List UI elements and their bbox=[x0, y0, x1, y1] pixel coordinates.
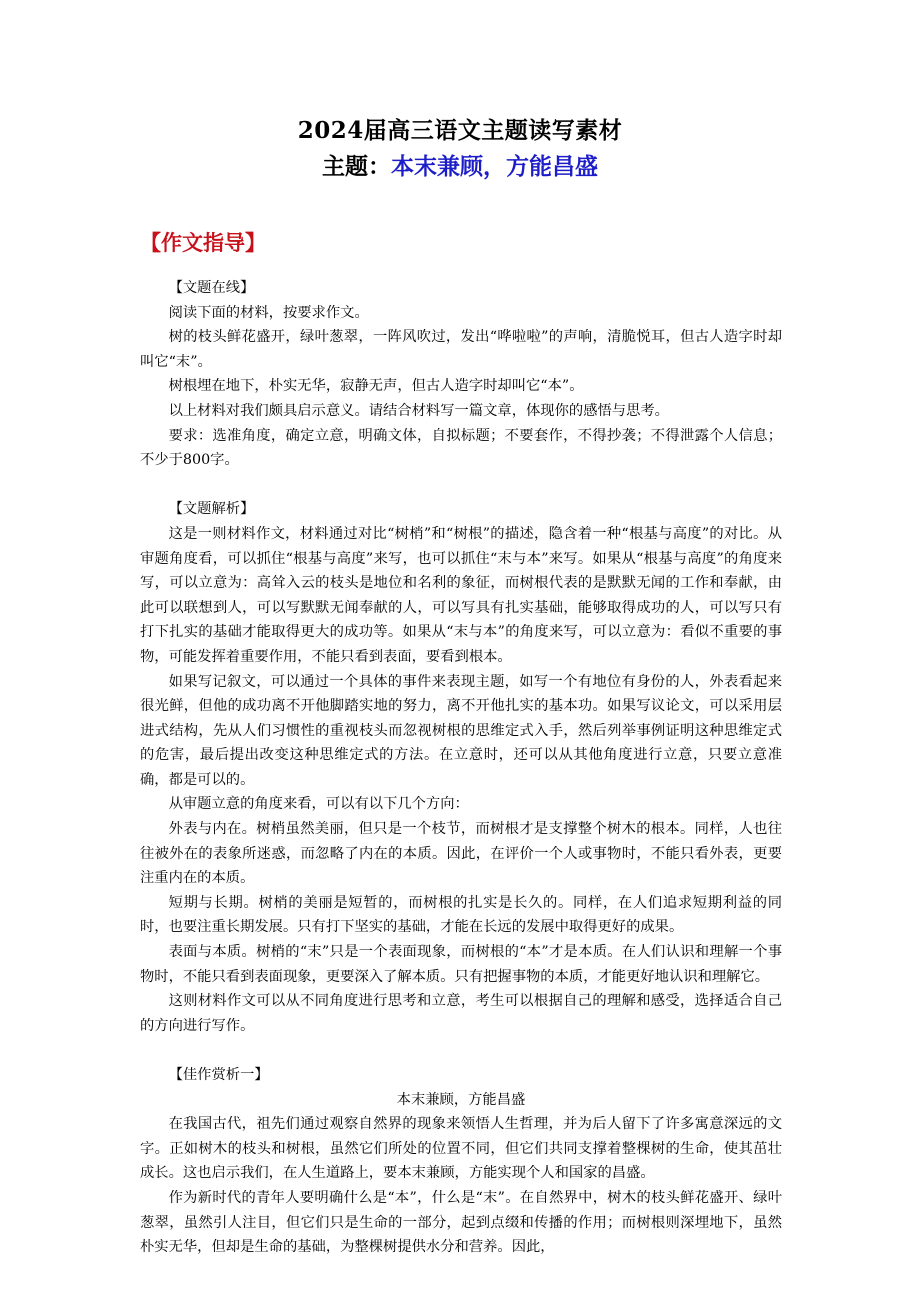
document-body bbox=[140, 276, 782, 1260]
prompt-heading: 【文题在线】 bbox=[168, 280, 255, 296]
analysis-paragraph: 外表与内在。树梢虽然美丽，但只是一个枝节，而树根才是支撑整个树木的根本。同样，人也往往被外在的表象所迷惑，而忽略了内在的本质。因此，在评价一个人或事物时，不能只看外表，更要注重内在的本质。 bbox=[140, 821, 782, 887]
analysis-paragraph: 如果写记叙文，可以通过一个具体的事件来表现主题，如写一个有地位有身份的人，外表看起来很光鲜，但他的成功离不开他脚踏实地的努力，离不开他扎实的基本功。如果写议论文，可以采用层进式结构，先从人们习惯性的重视枝头而忽视树根的思维定式入手，然后列举事例证明这种思维定式的危害，最后提出改变这种思维定式的方法。在立意时，还可以从其他角度进行立意，只要立意准确，都是可以的。 bbox=[140, 673, 782, 788]
analysis-paragraph: 从审题立意的角度来看，可以有以下几个方向： bbox=[168, 796, 469, 813]
document-title: 2024届高三语文主题读写素材 bbox=[297, 117, 623, 144]
essay-paragraph: 在我国古代，祖先们通过观察自然界的现象来领悟人生哲理，并为后人留下了许多寓意深远的文字。正如树木的枝头和树根，虽然它们所处的位置不同，但它们共同支撑着整棵树的生命，使其茁壮成长。这也启示我们，在人生道路上，要本末兼顾，方能实现个人和国家的昌盛。 bbox=[140, 1116, 782, 1182]
analysis-paragraph: 短期与长期。树梢的美丽是短暂的，而树根的扎实是长久的。同样，在人们追求短期利益的同时，也要注重长期发展。只有打下坚实的基础，才能在长远的发展中取得更好的成果。 bbox=[140, 894, 782, 936]
analysis-heading: 【文题解析】 bbox=[168, 501, 255, 518]
prompt-paragraph: 树的枝头鲜花盛开，绿叶葱翠，一阵风吹过，发出“哗啦啦”的声响，清脆悦耳，但古人造字时却叫它“末”。 bbox=[140, 329, 782, 370]
spacer bbox=[140, 473, 782, 498]
prompt-paragraph: 以上材料对我们颇具启示意义。请结合材料写一篇文章，体现你的感悟与思考。 bbox=[168, 402, 669, 419]
analysis-paragraph: 表面与本质。树梢的“末”只是一个表面现象，而树根的“本”才是本质。在人们认识和理解一个事物时，不能只看到表面现象，更要深入了解本质。只有把握事物的本质，才能更好地认识和理解它。 bbox=[140, 944, 782, 985]
analysis-paragraph: 这是一则材料作文，材料通过对比“树梢”和“树根”的描述，隐含着一种“根基与高度”的对比。从审题角度看，可以抓住“根基与高度”来写，也可以抓住“末与本”来写。如果从“根基与高度”的角度来写，可以立意为：高耸入云的枝头是地位和名利的象征，而树根代表的是默默无闻的工作和奉献，由此可以联想到人，可以写默默无闻奉献的人，可以写具有扎实基础，能够取得成功的人，可以写只有打下扎实的基础才能取得更大的成功等。如果从“末与本”的角度来写，可以立意为：看似不重要的事物，可能发挥着重要作用，不能只看到表面，要看到根本。 bbox=[140, 525, 782, 665]
section-heading-guide: 【作文指导】 bbox=[140, 230, 266, 255]
essay-title: 本末兼顾，方能昌盛 bbox=[396, 1091, 526, 1108]
document-subtitle bbox=[0, 150, 920, 184]
essay-paragraph: 作为新时代的青年人要明确什么是“本”，什么是“末”。在自然界中，树木的枝头鲜花盛开、绿叶葱翠，虽然引人注目，但它们只是生命的一部分，起到点缀和传播的作用；而树根则深埋地下，虽然朴实无华，但却是生命的基础，为整棵树提供水分和营养。因此， bbox=[140, 1189, 782, 1256]
prompt-paragraph: 阅读下面的材料，按要求作文。 bbox=[168, 304, 369, 321]
spacer bbox=[140, 1038, 782, 1063]
subtitle-topic: 本末兼顾，方能昌盛 bbox=[391, 153, 598, 180]
prompt-paragraph: 要求：选准角度，确定立意，明确文体，自拟标题；不要套作，不得抄袭；不得泄露个人信息；不少于800字。 bbox=[140, 427, 782, 469]
prompt-paragraph: 树根埋在地下，朴实无华，寂静无声，但古人造字时却叫它“本”。 bbox=[168, 378, 584, 395]
essay-heading: 【佳作赏析一】 bbox=[168, 1067, 269, 1083]
subtitle-prefix: 主题： bbox=[322, 153, 391, 180]
analysis-paragraph: 这则材料作文可以从不同角度进行思考和立意，考生可以根据自己的理解和感受，选择适合自己的方向进行写作。 bbox=[140, 993, 782, 1034]
